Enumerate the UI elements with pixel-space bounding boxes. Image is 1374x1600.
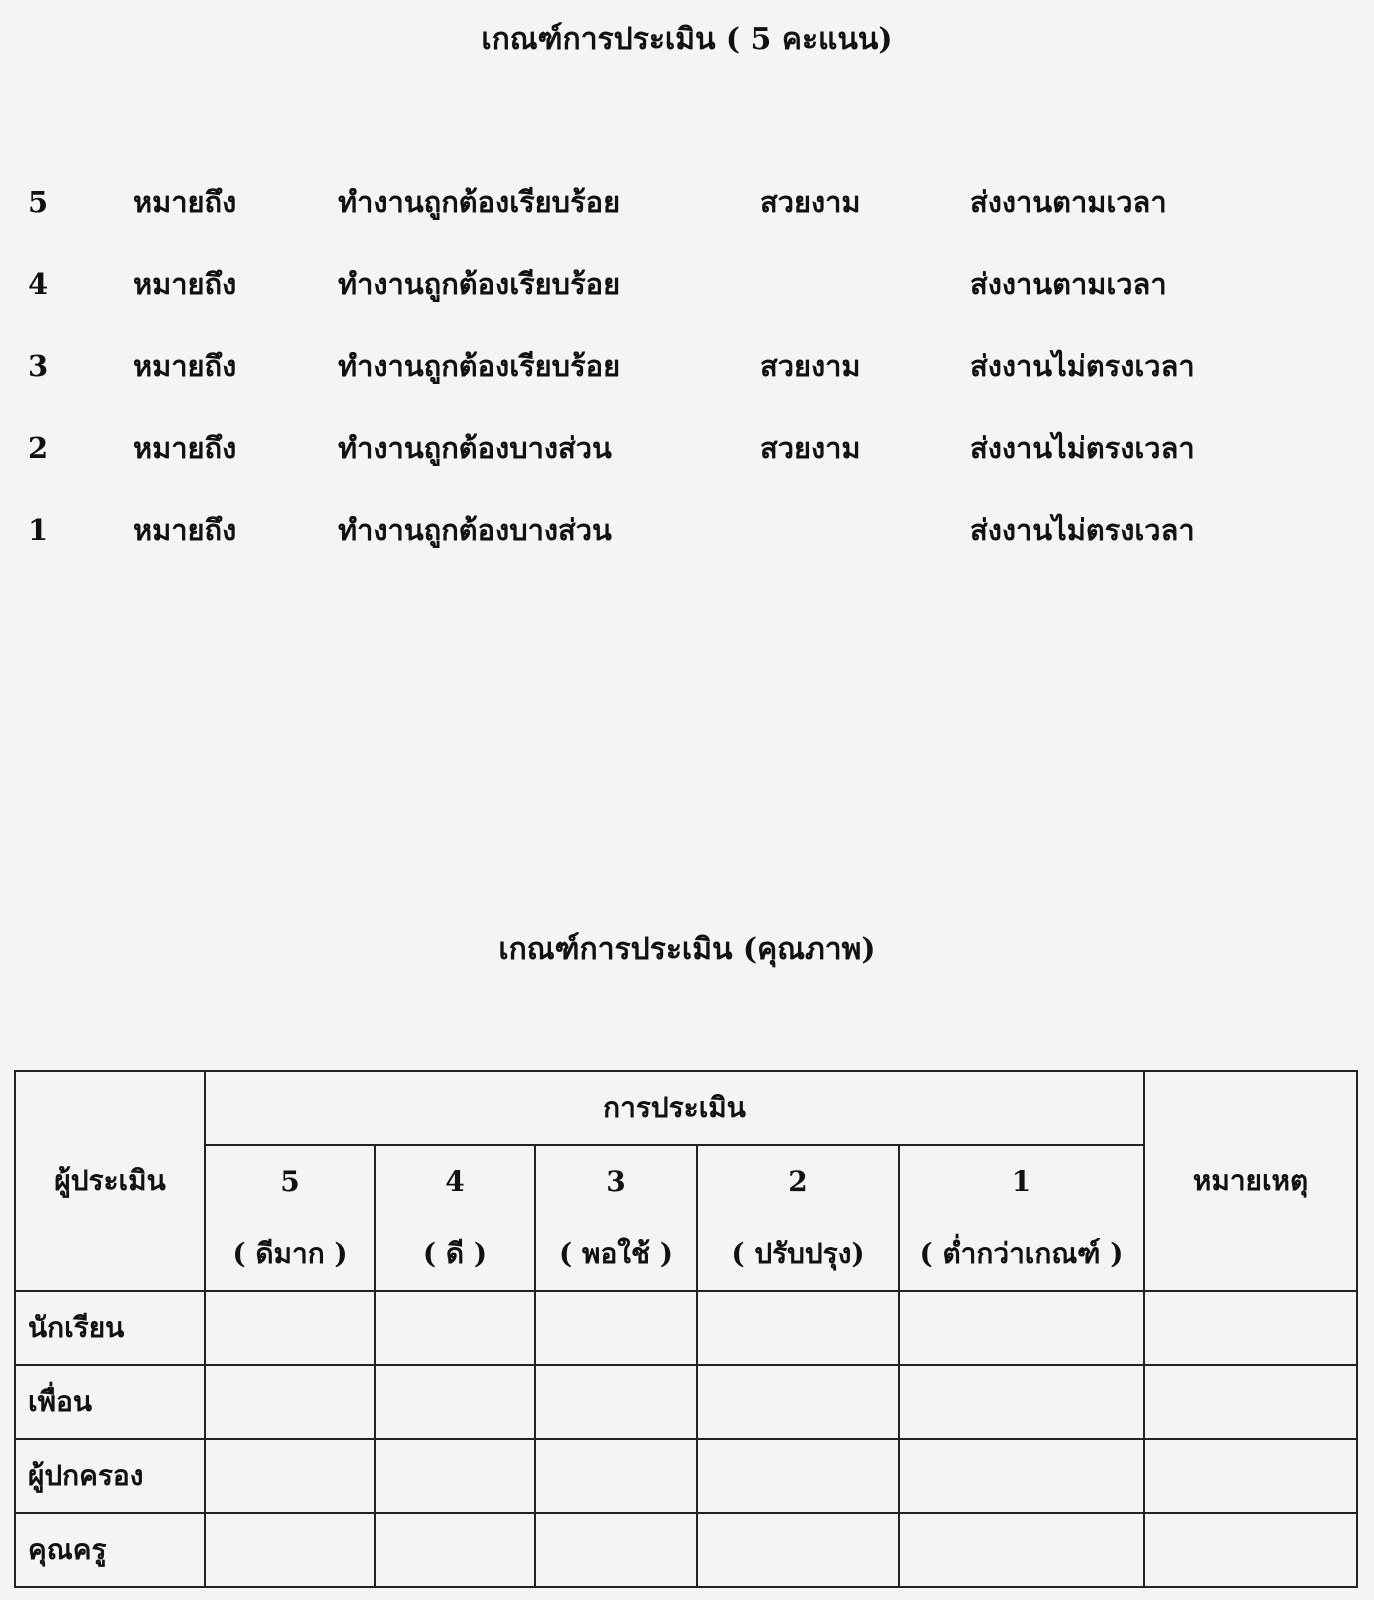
- table-cell: [1144, 1439, 1357, 1513]
- table-cell: [535, 1439, 697, 1513]
- table-row: [15, 1365, 1357, 1439]
- table-cell: [1144, 1365, 1357, 1439]
- level-score: 2: [788, 1165, 808, 1198]
- table-cell: [899, 1513, 1144, 1587]
- remark-header: หมายเหตุ: [1144, 1071, 1357, 1291]
- evaluator-header: ผู้ประเมิน: [15, 1071, 205, 1291]
- criteria-row-2: [0, 426, 1374, 470]
- table-cell: [899, 1439, 1144, 1513]
- evaluator-parent: ผู้ปกครอง: [15, 1439, 205, 1513]
- table-cell: [535, 1365, 697, 1439]
- level-label: ( ดีมาก ): [232, 1237, 348, 1270]
- level-label: ( ต่ำกว่าเกณฑ์ ): [919, 1237, 1124, 1270]
- criteria-work: ทำงานถูกต้องเรียบร้อย: [338, 185, 621, 219]
- table-row: [15, 1439, 1357, 1513]
- criteria-means: หมายถึง: [133, 349, 237, 383]
- table-cell: [1144, 1513, 1357, 1587]
- table-cell: [535, 1291, 697, 1365]
- level-score: 1: [1011, 1165, 1032, 1198]
- table-cell: [697, 1439, 899, 1513]
- evaluator-teacher: คุณครู: [15, 1513, 205, 1587]
- evaluation-table: [14, 1070, 1358, 1588]
- criteria-beauty: สวยงาม: [760, 349, 861, 383]
- criteria-beauty: สวยงาม: [760, 185, 861, 219]
- table-cell: [205, 1513, 375, 1587]
- evaluator-friend: เพื่อน: [15, 1365, 205, 1439]
- level-label: ( พอใช้ ): [559, 1237, 673, 1270]
- criteria-work: ทำงานถูกต้องบางส่วน: [338, 431, 612, 465]
- criteria-row-3: [0, 344, 1374, 388]
- criteria-work: ทำงานถูกต้องเรียบร้อย: [338, 267, 621, 301]
- criteria-time: ส่งงานไม่ตรงเวลา: [970, 349, 1195, 383]
- quality-criteria-title: เกณฑ์การประเมิน (คุณภาพ): [498, 932, 876, 967]
- table-cell: [697, 1365, 899, 1439]
- criteria-score: 1: [28, 513, 49, 547]
- level-header-3: [535, 1145, 697, 1291]
- evaluator-student: นักเรียน: [15, 1291, 205, 1365]
- criteria-means: หมายถึง: [133, 513, 237, 547]
- criteria-score: 3: [28, 349, 49, 383]
- evaluation-group-header: การประเมิน: [205, 1071, 1144, 1145]
- table-cell: [535, 1513, 697, 1587]
- criteria-means: หมายถึง: [133, 185, 237, 219]
- table-cell: [205, 1291, 375, 1365]
- table-cell: [375, 1439, 535, 1513]
- criteria-time: ส่งงานตามเวลา: [970, 185, 1167, 219]
- criteria-time: ส่งงานไม่ตรงเวลา: [970, 431, 1195, 465]
- table-cell: [205, 1365, 375, 1439]
- criteria-means: หมายถึง: [133, 267, 237, 301]
- table-cell: [375, 1513, 535, 1587]
- criteria-time: ส่งงานตามเวลา: [970, 267, 1167, 301]
- level-score: 5: [280, 1165, 300, 1198]
- level-label: ( ปรับปรุง): [731, 1237, 865, 1270]
- criteria-row-4: [0, 262, 1374, 306]
- criteria-score: 5: [28, 185, 49, 219]
- table-cell: [899, 1291, 1144, 1365]
- table-cell: [205, 1439, 375, 1513]
- criteria-time: ส่งงานไม่ตรงเวลา: [970, 513, 1195, 547]
- level-header-4: [375, 1145, 535, 1291]
- table-row: [15, 1291, 1357, 1365]
- criteria-work: ทำงานถูกต้องบางส่วน: [338, 513, 612, 547]
- criteria-row-5: [0, 180, 1374, 224]
- table-cell: [375, 1291, 535, 1365]
- criteria-row-1: [0, 508, 1374, 552]
- table-cell: [899, 1365, 1144, 1439]
- level-header-5: [205, 1145, 375, 1291]
- level-score: 3: [606, 1165, 626, 1198]
- level-score: 4: [445, 1165, 465, 1198]
- criteria-score: 4: [28, 267, 49, 301]
- level-header-1: [899, 1145, 1144, 1291]
- table-row: [15, 1513, 1357, 1587]
- table-cell: [375, 1365, 535, 1439]
- criteria-beauty: สวยงาม: [760, 431, 861, 465]
- criteria-means: หมายถึง: [133, 431, 237, 465]
- table-cell: [697, 1513, 899, 1587]
- level-header-2: [697, 1145, 899, 1291]
- score-criteria-title: เกณฑ์การประเมิน ( 5 คะแนน): [481, 22, 893, 57]
- table-cell: [1144, 1291, 1357, 1365]
- level-label: ( ดี ): [422, 1237, 488, 1270]
- criteria-score: 2: [28, 431, 49, 465]
- table-cell: [697, 1291, 899, 1365]
- criteria-work: ทำงานถูกต้องเรียบร้อย: [338, 349, 621, 383]
